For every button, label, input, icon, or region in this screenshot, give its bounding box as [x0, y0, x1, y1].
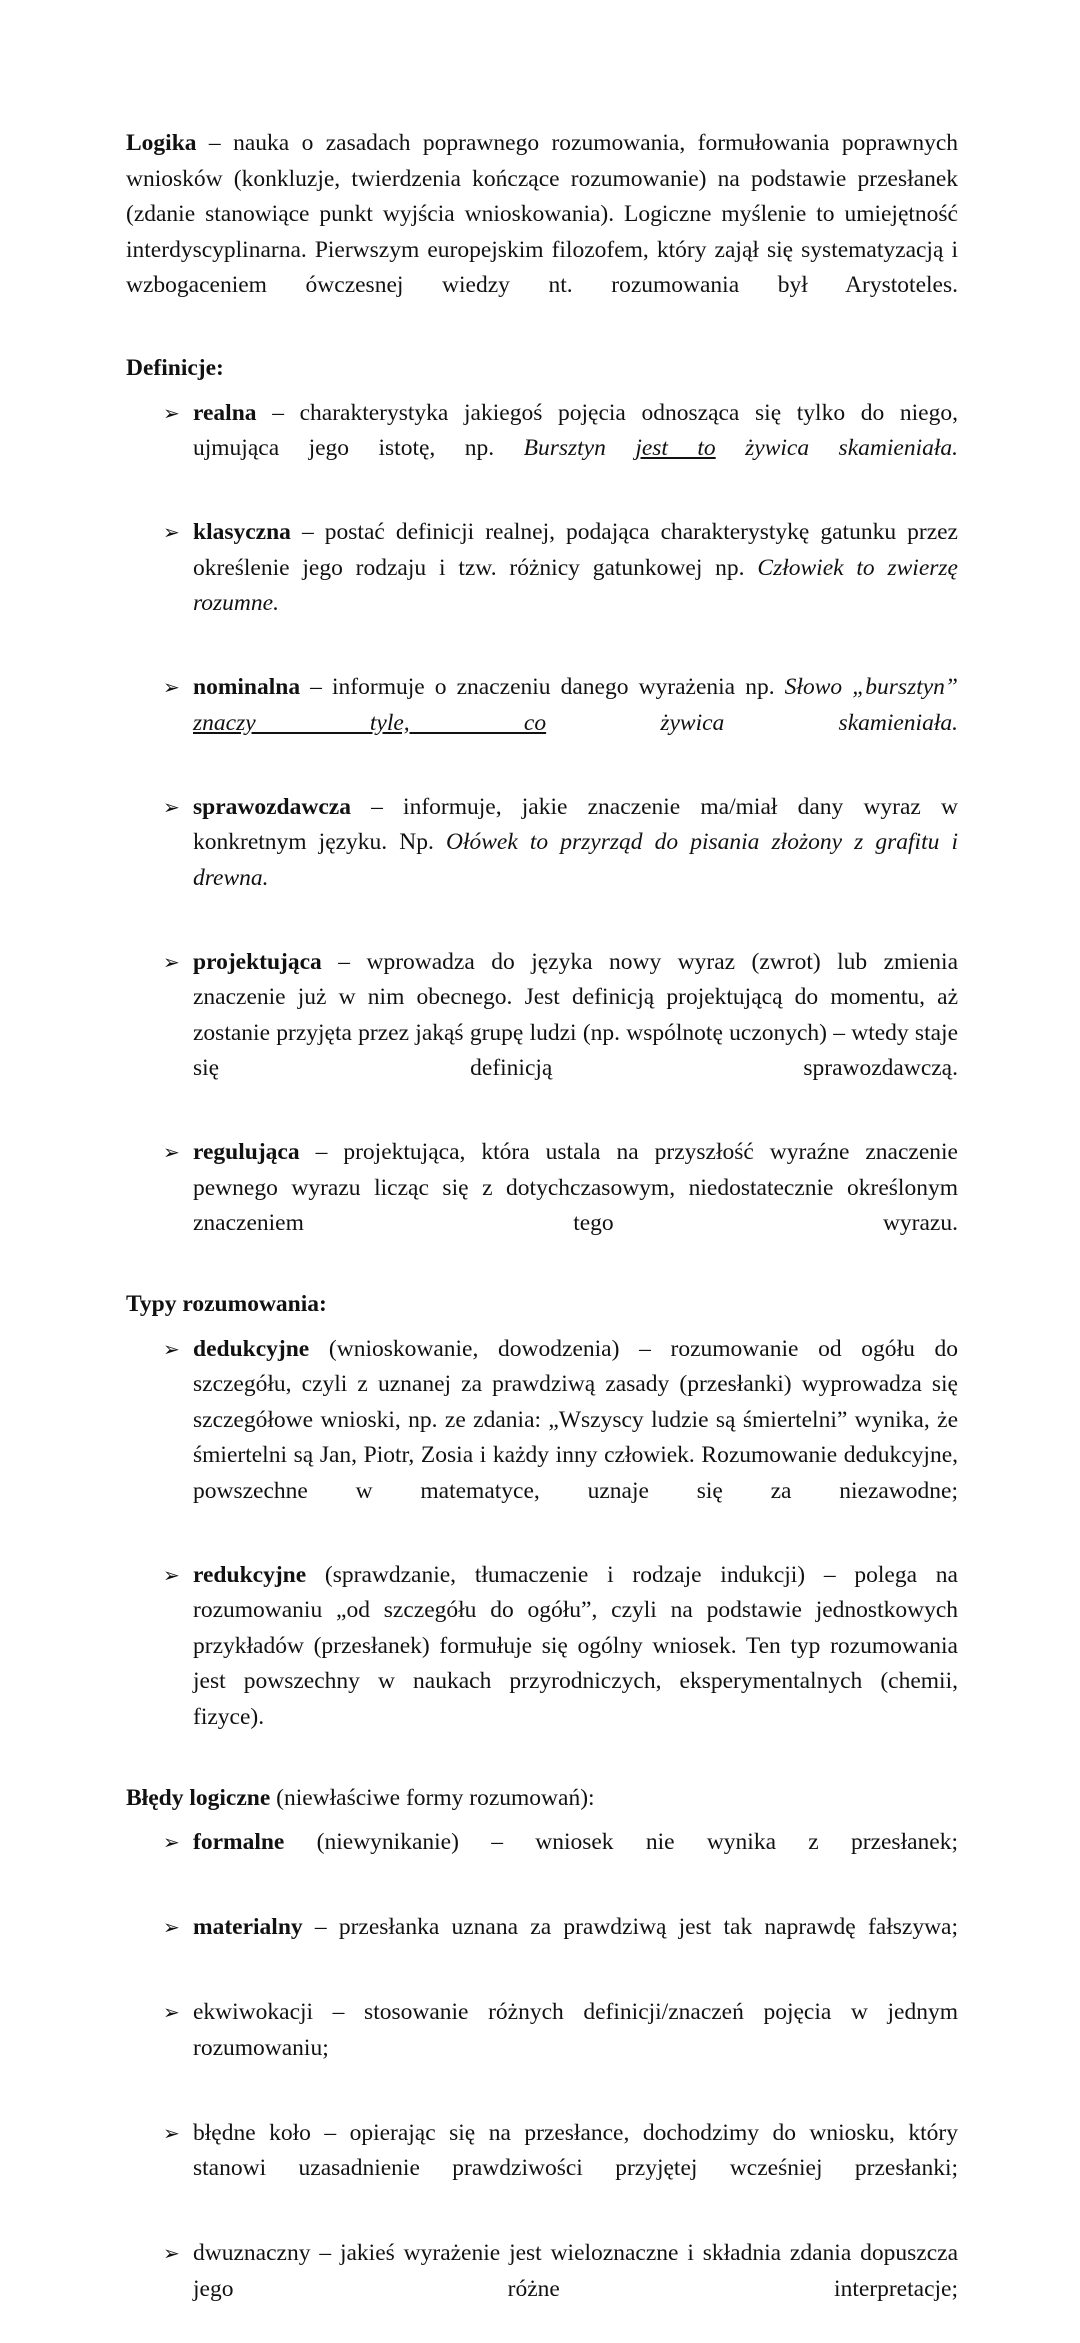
list-item-text: – jakieś wyrażenie jest wieloznaczne i składnia zdania dopuszcza jego różne interpretacje; — [193, 2240, 958, 2302]
sections-container — [126, 351, 958, 2343]
list-item-text: – wprowadza do języka nowy wyraz (zwrot) lub zmienia znaczenie już w nim obecnego. Jest definicją projektującą do momentu, aż zostanie przyjęta przez jakąś grupę ludzi (np. wspólnotę uczonych) – wtedy staje się definicją sprawozdawczą. — [193, 948, 958, 1081]
arrow-bullet-icon: ➢ — [163, 2000, 180, 2024]
list-item-example-italic-tail: żywica skamieniała. — [715, 435, 959, 461]
list-item — [126, 1332, 958, 1545]
list-item — [126, 670, 958, 777]
section-heading-text: Błędy logiczne — [126, 1784, 271, 1811]
arrow-bullet-icon: ➢ — [163, 1830, 180, 1854]
list-item-term: nominalna — [193, 674, 301, 700]
list-item-term: błędne koło — [193, 2119, 311, 2146]
bullet-list-definicje — [126, 396, 958, 1278]
arrow-bullet-icon: ➢ — [163, 1336, 180, 1361]
list-item-term: projektująca — [193, 948, 322, 975]
intro-lead-term: Logika — [126, 130, 197, 156]
list-item-text: – informuje, jakie znaczenie ma/miał dany wyraz w konkretnym języku. Np. — [193, 793, 958, 855]
list-item — [126, 396, 958, 503]
list-item-text: – stosowanie różnych definicji/znaczeń pojęcia w jednym rozumowaniu; — [193, 1999, 958, 2061]
arrow-bullet-icon: ➢ — [163, 1915, 180, 1939]
arrow-bullet-icon: ➢ — [163, 2241, 180, 2265]
list-item-example-italic-tail: żywica skamieniała. — [546, 709, 958, 736]
list-item-example-italic: Ołówek to przyrząd do pisania złożony z grafitu i drewna. — [193, 829, 958, 891]
list-item-example-underlined: jest to — [635, 435, 716, 461]
section-heading-text: Definicje: — [126, 355, 224, 381]
bullet-list-bledy-logiczne — [126, 1825, 958, 2343]
list-item-term: formalne — [193, 1829, 285, 1855]
list-item — [126, 515, 958, 657]
bullet-list-typy-rozumowania — [126, 1332, 958, 1771]
intro-text: nauka o zasadach poprawnego rozumowania, formułowania poprawnych wniosków (konkluzje, twierdzenia kończące rozumowanie) na podstawie przesłanek (zdanie stanowiące punkt wyjścia wnioskowania). Logiczne myślenie to umiejętność interdyscyplinarna. Pierwszym europejskim filozofem, który zajął się systematyzacją i wzbogaceniem ówczesnej wiedzy nt. rozumowania był Arystoteles. — [126, 130, 958, 298]
section-heading-bledy-logiczne — [126, 1781, 958, 1817]
list-item-term: dwuznaczny — [193, 2240, 311, 2266]
list-item-text: (niewynikanie) – wniosek nie wynika z przesłanek; — [284, 1829, 958, 1855]
list-item-term: materialny — [193, 1914, 303, 1940]
list-item — [126, 1995, 958, 2102]
intro-dash: – — [196, 130, 234, 156]
list-item-term: regulująca — [193, 1139, 300, 1165]
list-item-example-italic: Bursztyn — [523, 435, 636, 461]
section-heading-text: Typy rozumowania: — [126, 1291, 327, 1317]
list-item-term: ekwiwokacji — [193, 1999, 314, 2025]
list-item-text: – przesłanka uznana za prawdziwą jest tak naprawdę fałszywa; — [302, 1914, 958, 1940]
arrow-bullet-icon: ➢ — [163, 949, 180, 974]
arrow-bullet-icon: ➢ — [163, 1562, 180, 1587]
list-item-text: – postać definicji realnej, podająca charakterystykę gatunku przez określenie jego rodzaju i tzw. różnicy gatunkowej np. — [193, 519, 958, 581]
section-heading-definicje — [126, 351, 958, 387]
list-item — [126, 790, 958, 932]
intro-paragraph — [126, 126, 958, 339]
list-item-text: (wnioskowanie, dowodzenia) – rozumowanie od ogółu do szczegółu, czyli z uznanej za prawdziwą zasady (przesłanki) wyprowadza się szczegółowe wnioski, np. ze zdania: „Wszyscy ludzie są śmiertelni” wynika, że śmiertelni są Jan, Piotr, Zosia i każdy inny człowiek. Rozumowanie dedukcyjne, powszechne w matematyce, uznaje się za niezawodne; — [193, 1335, 958, 1504]
list-item-text: – opierając się na przesłance, dochodzimy do wniosku, który stanowi uzasadnienie prawdziwości przyjętej wcześniej przesłanki; — [193, 2119, 959, 2181]
list-item-example-italic: Słowo „bursztyn” — [784, 674, 958, 700]
arrow-bullet-icon: ➢ — [163, 400, 180, 425]
list-item — [126, 945, 958, 1123]
list-item — [126, 2116, 958, 2223]
arrow-bullet-icon: ➢ — [163, 794, 180, 819]
arrow-bullet-icon: ➢ — [163, 675, 180, 699]
list-item-example-italic: Człowiek to zwierzę rozumne. — [193, 554, 958, 616]
list-item — [126, 2236, 958, 2343]
list-item-text: – projektująca, która ustala na przyszłość wyraźne znaczenie pewnego wyrazu licząc się z dotychczasowym, niedostatecznie określonym znaczeniem tego wyrazu. — [193, 1139, 958, 1236]
list-item-term: realna — [193, 399, 257, 426]
list-item-text: (sprawdzanie, tłumaczenie i rodzaje indukcji) – polega na rozumowaniu „od szczegółu do ogółu”, czyli na podstawie jednostkowych przykładów (przesłanek) formułuje się ogólny wniosek. Ten typ rozumowania jest powszechny w naukach przyrodniczych, eksperymentalnych (chemii, fizyce). — [193, 1561, 958, 1730]
list-item-text: – charakterystyka jakiegoś pojęcia odnosząca się tylko do niego, ujmująca jego istotę, np. — [193, 399, 958, 461]
arrow-bullet-icon: ➢ — [163, 520, 180, 544]
section-heading-suffix: (niewłaściwe formy rozumowań): — [270, 1784, 595, 1811]
list-item-term: dedukcyjne — [193, 1335, 310, 1362]
list-item — [126, 1135, 958, 1277]
list-item-term: klasyczna — [193, 519, 291, 545]
list-item — [126, 1910, 958, 1981]
list-item-term: redukcyjne — [193, 1561, 307, 1588]
list-item — [126, 1558, 958, 1771]
arrow-bullet-icon: ➢ — [163, 2120, 180, 2145]
arrow-bullet-icon: ➢ — [163, 1140, 180, 1164]
list-item — [126, 1825, 958, 1896]
list-item-term: sprawozdawcza — [193, 793, 351, 820]
section-heading-typy-rozumowania — [126, 1287, 958, 1323]
document-body — [126, 126, 958, 2343]
list-item-text: – informuje o znaczeniu danego wyrażenia np. — [300, 674, 785, 700]
list-item-example-underlined: znaczy tyle, co — [193, 709, 547, 736]
